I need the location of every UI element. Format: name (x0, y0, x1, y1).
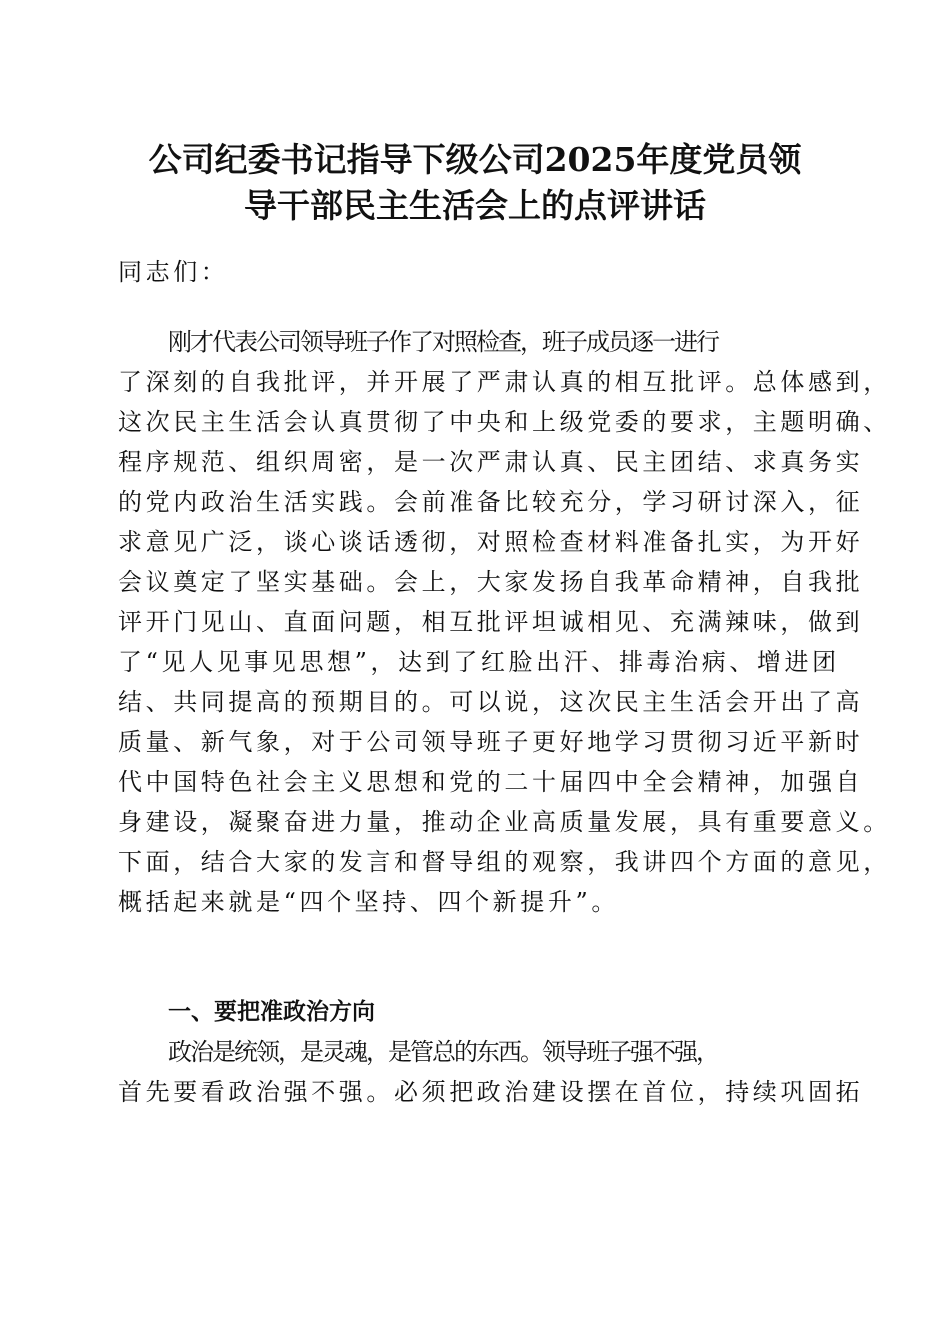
paragraph1-line: 质量、新气象，对于公司领导班子更好地学习贯彻习近平新时 (118, 728, 864, 756)
paragraph1-line: 了“见人见事见思想”，达到了红脸出汗、排毒治病、增进团 (118, 648, 840, 676)
paragraph1-line: 代中国特色社会主义思想和党的二十届四中全会精神，加强自 (118, 768, 864, 796)
paragraph1-line: 身建设，凝聚奋进力量，推动企业高质量发展，具有重要意义。 (118, 808, 891, 836)
salutation: 同志们： (118, 258, 229, 286)
document-title-line-2: 导干部民主生活会上的点评讲话 (244, 186, 706, 225)
paragraph1-line: 了深刻的自我批评，并开展了严肃认真的相互批评。总体感到， (118, 368, 891, 396)
paragraph1-line: 结、共同提高的预期目的。可以说，这次民主生活会开出了高 (118, 688, 864, 716)
paragraph1-line: 程序规范、组织周密，是一次严肃认真、民主团结、求真务实 (118, 448, 864, 476)
paragraph1-line: 求意见广泛，谈心谈话透彻，对照检查材料准备扎实，为开好 (118, 528, 864, 556)
section-heading: 一、要把准政治方向 (168, 999, 375, 1025)
paragraph1-line: 刚才代表公司领导班子作了对照检查，班子成员逐一进行 (168, 328, 718, 356)
paragraph1-line: 概括起来就是“四个坚持、四个新提升”。 (118, 888, 619, 916)
paragraph1-line: 评开门见山、直面问题，相互批评坦诚相见、充满辣味，做到 (118, 608, 864, 636)
section1-line: 首先要看政治强不强。必须把政治建设摆在首位，持续巩固拓 (118, 1078, 864, 1106)
section1-line: 政治是统领，是灵魂，是管总的东西。领导班子强不强， (168, 1038, 718, 1066)
paragraph1-line: 的党内政治生活实践。会前准备比较充分，学习研讨深入，征 (118, 488, 864, 516)
paragraph1-line: 这次民主生活会认真贯彻了中央和上级党委的要求，主题明确、 (118, 408, 891, 436)
paragraph1-line: 下面，结合大家的发言和督导组的观察，我讲四个方面的意见， (118, 848, 891, 876)
document-title-line-1: 公司纪委书记指导下级公司2025年度党员领 (148, 140, 802, 179)
paragraph1-line: 会议奠定了坚实基础。会上，大家发扬自我革命精神，自我批 (118, 568, 864, 596)
